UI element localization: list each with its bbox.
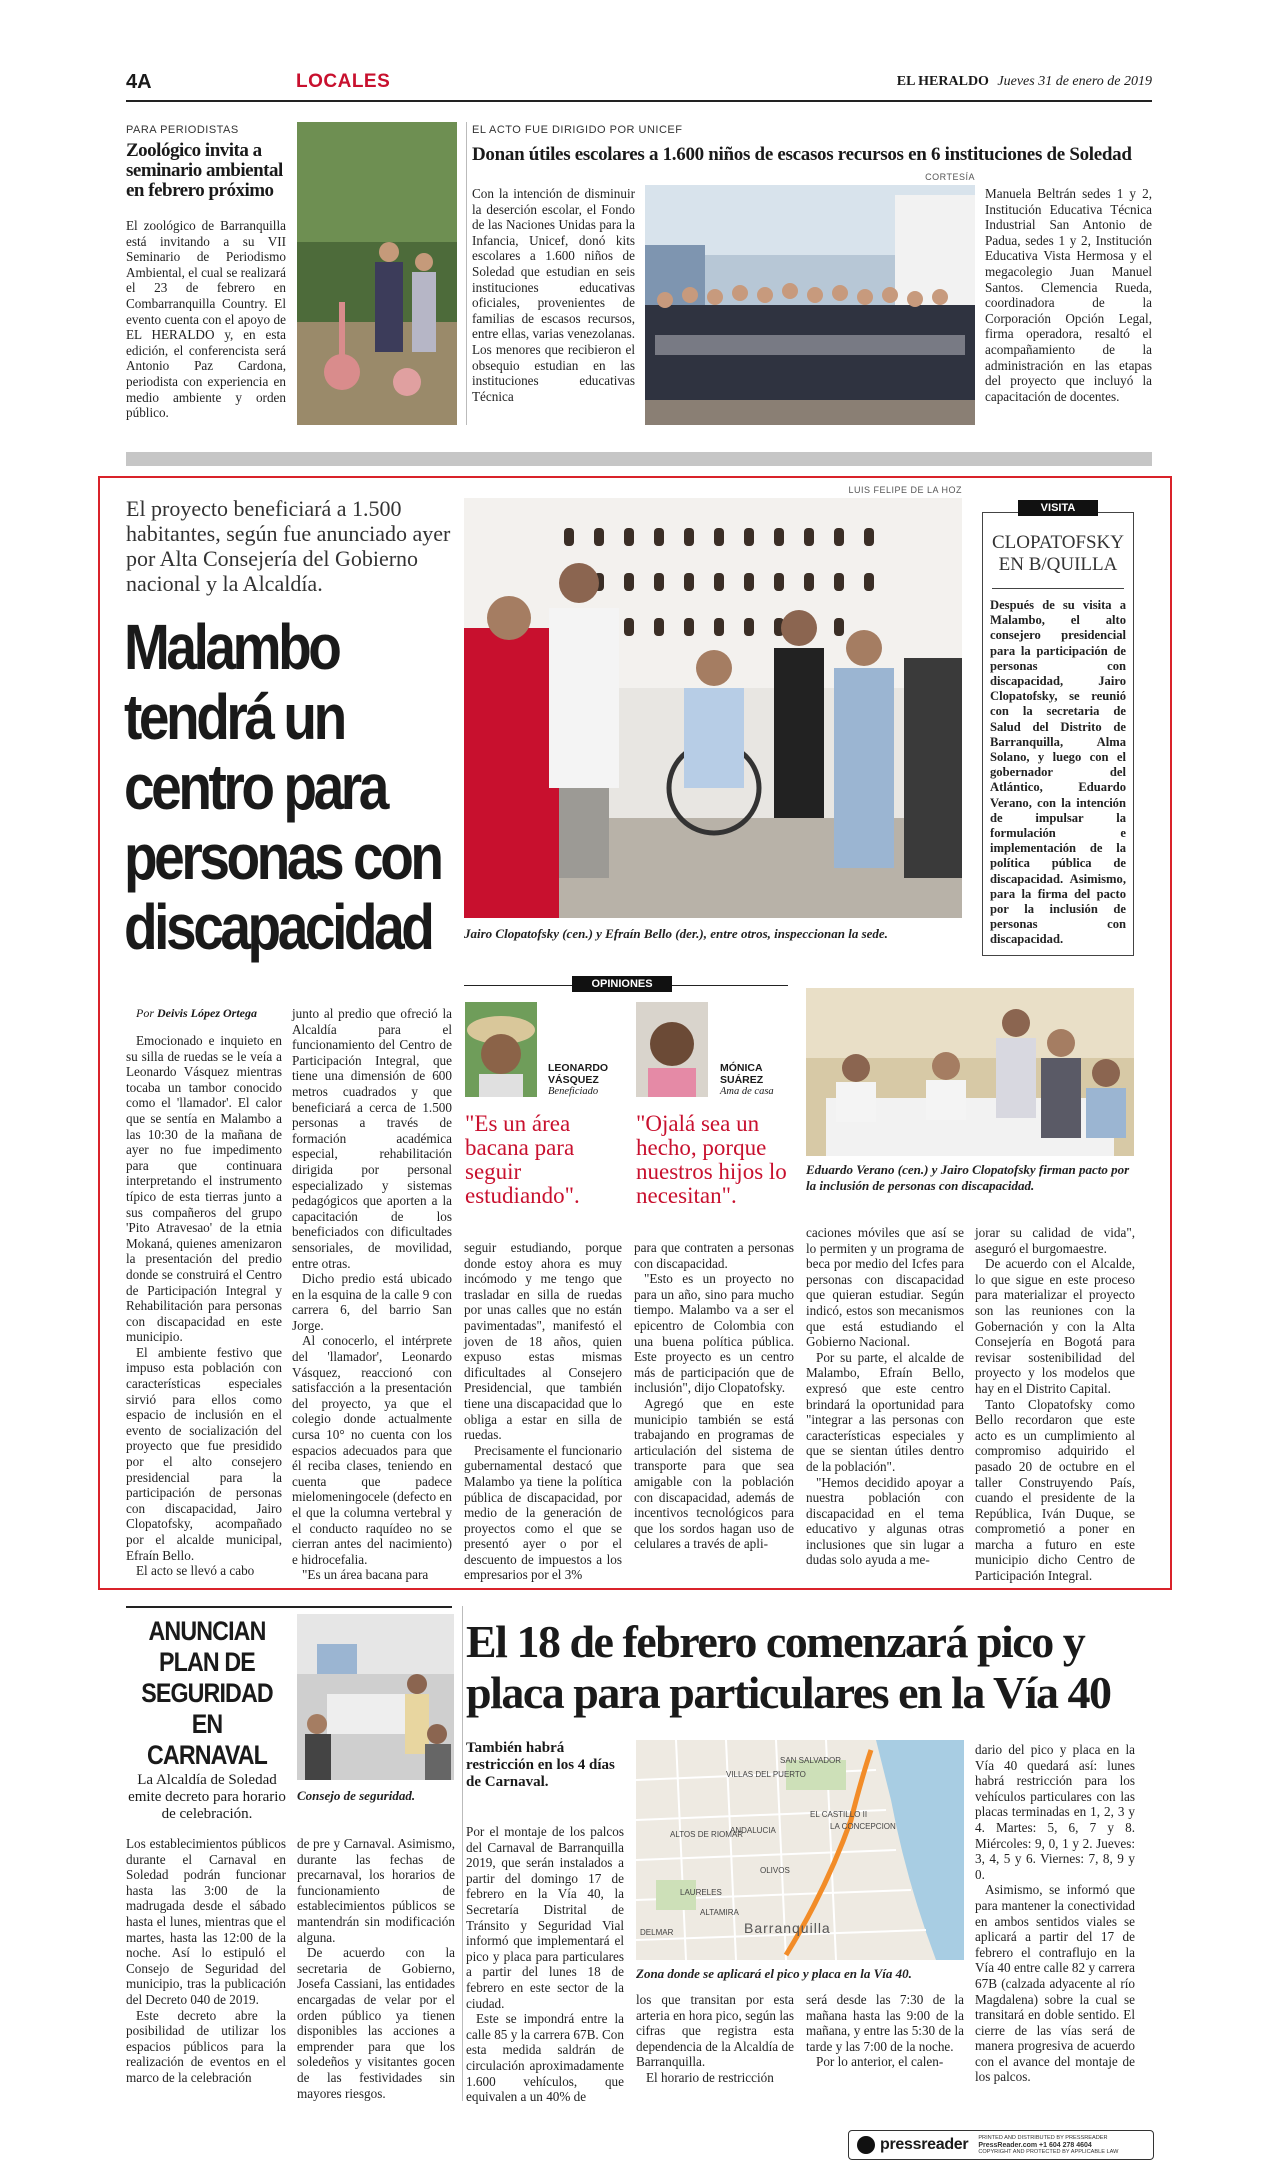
map-label: OLIVOS — [760, 1866, 790, 1875]
map-label: Barranquilla — [744, 1920, 831, 1936]
paragraph: El ambiente festivo que impuso esta población con características especiales sirvió para ellos como espacio de inclusión en el evento de socialización del proyecto que fue presidido por el alto consejero presidencial para la participación de personas con discapacidad, Jairo Clopatofsky, acompañado por el alcalde municipal, Efraín Bello. — [126, 1344, 282, 1563]
unicef-photo-credit: CORTESÍA — [925, 172, 975, 182]
map-label: LA CONCEPCION — [830, 1822, 896, 1831]
zoo-kicker: PARA PERIODISTAS — [126, 124, 239, 136]
malambo-headline: Malambo tendrá un centro para personas con discapacidad — [124, 611, 441, 963]
paragraph: junto al predio que ofreció la Alcaldía para el funcionamiento del Centro de Participación Integral, que tiene una dimensión de 600 metros cuadrados y que beneficiará a cerca de 1.500 personas a través de formación académica especial, rehabilitación dirigida por personal especializado y sistemas pedagógicos que aporten a la capacitación de los beneficiados con dificultades sensoriales, de movilidad, entre otras. — [292, 1006, 452, 1271]
paragraph: Al conocerlo, el intérprete del 'llamador', Leonardo Vásquez, reaccionó con satisfacción a la presentación del proyecto, ya que el colegio donde actualmente cursa 10° no cuenta con los espacios adecuados para que él reciba clases, teniendo en cuenta que padece mielomeningocele (defecto en el que la columna vertebral y el conducto raquídeo no se cierran antes del nacimiento) e hidrocefalia. — [292, 1333, 452, 1567]
paragraph: será desde las 7:30 de la mañana hasta las 9:00 de la mañana, y entre las 5:30 de la tarde y las 7:00 de la noche. — [806, 1992, 964, 2054]
pacto-photo — [806, 988, 1134, 1156]
opinion-role-leonardo: Beneficiado — [548, 1086, 599, 1097]
paragraph: Tanto Clopatofsky como Bello recordaron que este acto es un cumplimiento al compromiso adquirido el pasado 20 de octubre en el taller Construyendo País, cuando el presidente de la República, Iván Duque, se comprometió a poner en marcha a futuro en este municipio dicho Centro de Participación Integral. — [975, 1396, 1135, 1584]
paragraph: Este decreto abre la posibilidad de utilizar los espacios públicos para la realización de eventos en el marco de la celebración — [126, 2007, 286, 2085]
paragraph: De acuerdo con la secretaria de Gobierno, Josefa Cassiani, las entidades encargadas de velar por el orden público ya tienen disponibles las acciones a emprender para que los soledeños y visitantes gocen de las festividades sin mayores riesgos. — [297, 1945, 455, 2101]
paragraph: jorar su calidad de vida", aseguró el burgomaestre. — [975, 1225, 1135, 1256]
malambo-col5 — [806, 1225, 964, 1568]
pressreader-line2: PressReader.com +1 604 278 4604 — [978, 2141, 1092, 2149]
paragraph: Este se impondrá entre la calle 85 y la carrera 67B. Con esta medida saldrán de circulación aproximadamente 1.600 vehículos, que equivalen a un 40% de — [466, 2011, 624, 2105]
pyp-headline: El 18 de febrero comenzará pico y placa para particulares en la Vía 40 — [466, 1616, 1111, 1718]
issue-date: Jueves 31 de enero de 2019 — [997, 74, 1152, 89]
carnaval-col1 — [126, 1836, 286, 2086]
malambo-col4 — [634, 1240, 794, 1552]
unicef-col1: Con la intención de disminuir la deserción escolar, el Fondo de las Naciones Unidas para la Infancia, Unicef, donó kits escolares a 1.600 niños de Soledad que estudian en seis instituciones educativas oficiales, provenientes de familias de escasos recursos, entre ellas, varias venezolanas. Los menores que recibieron el obsequio estudian en las instituciones educativas Técnica — [472, 186, 635, 404]
paper-name: EL HERALDO — [896, 74, 989, 89]
page-number: 4A — [126, 71, 152, 93]
malambo-col1 — [126, 1033, 282, 1579]
visita-tag: VISITA — [1018, 500, 1098, 516]
pressreader-logo-icon — [857, 2136, 875, 2154]
paragraph: dario del pico y placa en la Vía 40 quedará así: lunes habrá restricción para los vehículos particulares con las placas terminadas en 1, 2, 3 y 4. Martes: 5, 6, 7 y 8. Miércoles: 9, 0, 1 y 2. Jueves: 3, 4, 5 y 6. Viernes: 7, 8, 9 y 0. — [975, 1742, 1135, 1882]
map-label: ALTOS DE RIOMAR — [670, 1830, 744, 1839]
byline-author: Deivis López Ortega — [157, 1006, 257, 1020]
pyp-col4 — [975, 1742, 1135, 2085]
zoo-unicef-divider — [466, 122, 467, 425]
carnaval-photo-caption: Consejo de seguridad. — [297, 1788, 416, 1803]
pacto-photo-caption: Eduardo Verano (cen.) y Jairo Clopatofsky firman pacto por la inclusión de personas con discapacidad. — [806, 1162, 1130, 1193]
paragraph: De acuerdo con el Alcalde, lo que sigue en este proceso para materializar el proyecto son las reuniones con la Gobernación y con la Alta Consejería en Bogotá para revisar sostenibilidad del proyecto y los modelos que hay en el Distrito Capital. — [975, 1256, 1135, 1396]
paragraph: "Esto es un proyecto no para un año, sino para mucho tiempo. Malambo va a ser el epicentro de Colombia con una buena política pública. Este proyecto es un centro más de participación que de inclusión", dijo Clopatofsky. — [634, 1271, 794, 1396]
unicef-photo — [645, 185, 975, 425]
byline-prefix: Por — [136, 1006, 154, 1020]
malambo-photo-credit: LUIS FELIPE DE LA HOZ — [848, 485, 962, 495]
pyp-col3 — [806, 1992, 964, 2070]
carnaval-photo — [297, 1614, 454, 1780]
paragraph: de pre y Carnaval. Asimismo, durante las fechas de precarnaval, los horarios de funcionamiento de establecimientos públicos se mantendrán sin modificación alguna. — [297, 1836, 455, 1945]
header-rule — [126, 100, 1152, 102]
paragraph: Emocionado e inquieto en su silla de ruedas se le veía a Leonardo Vásquez mientras tocaba un tambor conocido como el 'llamador'. El calor que se sentía en Malambo a las 10:30 de la mañana de ayer no fue impedimento para que continuara interpretando el instrumento típico de esta tierras junto a sus compañeros del grupo 'Pito Atravesao' de la etnia Mokaná, quienes amenizaron la presentación del predio donde se construirá el Centro de Participación Integral y Rehabilitación para personas con discapacidad en este municipio. — [126, 1033, 282, 1345]
zoo-body: El zoológico de Barranquilla está invitando a su VII Seminario de Periodismo Ambiental, el cual se realizará el 23 de febrero en Combarranquilla Country. El evento cuenta con el apoyo de EL HERALDO y, en esta edición, el conferencista será Antonio Paz Cardona, periodista con experiencia en medio ambiente y orden público. — [126, 218, 286, 421]
visita-title-rule — [992, 588, 1124, 589]
opiniones-label: OPINIONES — [572, 976, 672, 992]
paragraph: para que contraten a personas con discapacidad. — [634, 1240, 794, 1271]
pressreader-line3: COPYRIGHT AND PROTECTED BY APPLICABLE LAW — [978, 2148, 1119, 2155]
carnaval-deck: La Alcaldía de Soledad emite decreto para horario de celebración. — [128, 1772, 286, 1822]
zoo-photo — [297, 122, 457, 425]
opinion-name-monica: MÓNICA SUÁREZ — [720, 1062, 764, 1086]
paragraph: Agregó que en este municipio también se está trabajando en programas de articulación del sistema de transporte para que sea amigable con la población con discapacidad, además de incentivos tecnológicos para que los sordos hagan uso de celulares a través de apli- — [634, 1395, 794, 1552]
opinion-role-monica: Ama de casa — [720, 1086, 774, 1097]
carnaval-col2 — [297, 1836, 455, 2101]
opinion-portrait-monica — [636, 1002, 708, 1097]
pyp-col1 — [466, 1824, 624, 2105]
paragraph: Por lo anterior, el calen- — [816, 2054, 944, 2070]
carnaval-top-rule — [126, 1606, 452, 1608]
paragraph: Por su parte, el alcalde de Malambo, Efraín Bello, expresó que este centro brindará la oportunidad para "integrar a las personas con características especiales y que se sientan útiles dentro de la población". — [806, 1349, 964, 1474]
map-label: VILLAS DEL PUERTO — [726, 1770, 806, 1779]
pyp-col2 — [636, 1992, 794, 2086]
map-label: LAURELES — [680, 1888, 722, 1897]
visita-title: CLOPATOFSKY EN B/QUILLA — [992, 532, 1124, 575]
pressreader-badge[interactable] — [848, 2130, 1154, 2160]
unicef-col2: Manuela Beltrán sedes 1 y 2, Institución Educativa Técnica Industrial San Antonio de Padua, sedes 1 y 2, Institución Educativa Vista Hermosa y el megacolegio Juan Manuel Santos. Clemencia Rueda, coordinadora de la Corporación Opción Legal, firma operadora, resaltó el acompañamiento de la administración en las etapas del proyecto que incluyó la capacitación de docentes. — [985, 186, 1152, 404]
paragraph: seguir estudiando, porque donde estoy ahora es muy incómodo y me tengo que trasladar en silla de ruedas por unas calles que no están pavimentadas", manifestó el joven de 18 años, quien expuso estas mismas dificultades al Consejero Presidencial, que también tiene una discapacidad que lo obliga a estar en silla de ruedas. — [464, 1240, 622, 1443]
paragraph: El horario de restricción — [646, 2069, 774, 2085]
pressreader-info — [978, 2135, 1118, 2156]
map-label: ALTAMIRA — [700, 1908, 739, 1917]
masthead — [897, 73, 1152, 90]
paragraph: caciones móviles que así se lo permiten y un programa de beca por medio del Icfes para personas con discapacidad que quieran estudiar. Según indicó, estos son mecanismos que está estudiando el Gobierno Nacional. — [806, 1225, 964, 1350]
section-band — [126, 452, 1152, 466]
carnaval-divider — [462, 1606, 463, 2101]
paragraph: Los establecimientos públicos durante el Carnaval en Soledad podrán funcionar hasta las 3:00 de la madrugada desde el sábado hasta el lunes, mientras que el martes, hasta las 12:00 de la noche. Así lo estipuló el Consejo de Seguridad del municipio, tras la publicación del Decreto 040 de 2019. — [126, 1836, 286, 2007]
unicef-headline: Donan útiles escolares a 1.600 niños de escasos recursos en 6 instituciones de Soledad — [472, 144, 1132, 165]
malambo-main-photo — [464, 498, 962, 918]
carnaval-headline: ANUNCIAN PLAN DE SEGURIDAD EN CARNAVAL — [141, 1616, 273, 1770]
malambo-col6 — [975, 1225, 1135, 1584]
opinion-portrait-leonardo — [465, 1002, 537, 1097]
map-label: EL CASTILLO II — [810, 1810, 868, 1819]
paragraph: El acto se llevó a cabo — [136, 1563, 255, 1579]
pyp-map-caption: Zona donde se aplicará el pico y placa en la Vía 40. — [636, 1966, 912, 1981]
section-name: LOCALES — [296, 71, 391, 92]
paragraph: Dicho predio está ubicado en la esquina de la calle 9 con carrera 6, del barrio San Jorge. — [292, 1271, 452, 1333]
paragraph: los que transitan por esta arteria en hora pico, según las cifras que registra esta dependencia de la Alcaldía de Barranquilla. — [636, 1992, 794, 2070]
unicef-kicker: EL ACTO FUE DIRIGIDO POR UNICEF — [472, 124, 683, 136]
pressreader-line1: PRINTED AND DISTRIBUTED BY PRESSREADER — [978, 2134, 1108, 2141]
opinion-quote-leonardo: "Es un área bacana para seguir estudiando". — [465, 1111, 580, 1208]
malambo-photo-caption: Jairo Clopatofsky (cen.) y Efraín Bello (der.), entre otros, inspeccionan la sede. — [464, 926, 888, 941]
paragraph: Precisamente el funcionario gubernamental destacó que Malambo ya tiene la política pública de discapacidad, por medio de la generación de proyectos como el que se presentó ayer o por el descuento de impuestos a los empresarios por el 3% — [464, 1442, 622, 1583]
paragraph: Asimismo, se informó que para mantener la conectividad en ambos sentidos viales se aplicará a partir del 17 de febrero el contraflujo en la Vía 40 entre calle 82 y carrera 67B (calzada adyacente al río Magdalena) sobre la cual se transitará en doble sentido. El cierre de las vías será de manera progresiva de acuerdo con el avance del montaje de los palcos. — [975, 1882, 1135, 2085]
map-label: DELMAR — [640, 1928, 674, 1937]
paragraph: "Hemos decidido apoyar a nuestra población con discapacidad en el tema educativo y algunas otras inclusiones que sin lugar a dudas solo ayuda a me- — [806, 1474, 964, 1568]
paragraph: Por el montaje de los palcos del Carnaval de Barranquilla 2019, que serán instalados a partir del domingo 17 de febrero en la Vía 40, la Secretaría Distrital de Tránsito y Seguridad Vial informó que implementará el pico y placa para particulares a partir del lunes 18 de febrero en este sector de la ciudad. — [466, 1824, 624, 2011]
byline — [136, 1006, 257, 1021]
opinion-quote-monica: "Ojalá sea un hecho, porque nuestros hijos lo necesitan". — [636, 1111, 787, 1208]
pyp-deck: También habrá restricción en los 4 días de Carnaval. — [466, 1740, 615, 1790]
map-label: ANDALUCIA — [730, 1826, 776, 1835]
opinion-name-leonardo: LEONARDO VÁSQUEZ — [548, 1062, 609, 1086]
zoo-headline: Zoológico invita a seminario ambiental en febrero próximo — [126, 140, 283, 201]
map-label: SAN SALVADOR — [780, 1756, 842, 1765]
pressreader-brand: pressreader — [880, 2136, 969, 2153]
paragraph: "Es un área bacana para — [302, 1567, 429, 1583]
visita-body: Después de su visita a Malambo, el alto consejero presidencial para la participación de personas con discapacidad, Jairo Clopatofsky, se reunió con la secretaria de Salud del Distrito de Barranquilla, Alma Solano, y luego con el gobernador del Atlántico, Eduardo Verano, con la intención de impulsar la formulación e implementación de la política pública de discapacidad. Asimismo, para la firma del pacto por la inclusión de personas con discapacidad. — [990, 598, 1126, 947]
malambo-col2 — [292, 1006, 452, 1583]
malambo-deck: El proyecto beneficiará a 1.500 habitantes, según fue anunciado ayer por Alta Consejería del Gobierno nacional y la Alcaldía. — [126, 496, 451, 596]
malambo-col3 — [464, 1240, 622, 1583]
